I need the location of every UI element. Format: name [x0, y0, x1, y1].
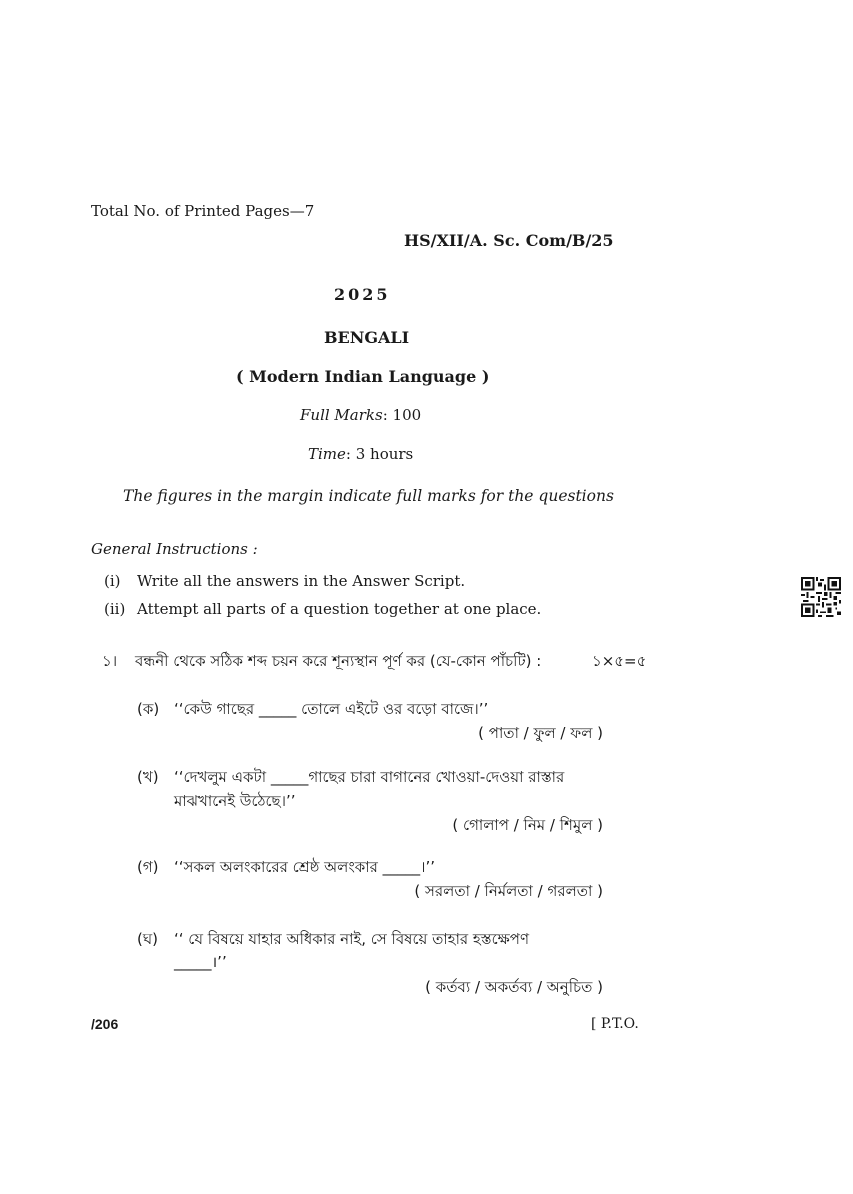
instruction-number: (ii) — [104, 600, 126, 618]
exam-time — [308, 445, 413, 463]
sub-question-text: ‘‘সকল অলংকারের শ্রেষ্ঠ অলংকার _____।’’ — [174, 858, 436, 876]
question-1 — [102, 650, 541, 675]
subject-title: BENGALI — [324, 328, 410, 347]
sub-question-text: ‘‘ যে বিষয়ে যাহার অধিকার নাই, সে বিষয়ে তাহার হস্তক্ষেপণ — [174, 930, 530, 948]
margin-note: The figures in the margin indicate full marks for the questions — [123, 487, 614, 505]
sub-question-label: (ক) — [137, 700, 160, 718]
answer-options: ( গোলাপ / নিম / শিমুল ) — [452, 816, 603, 834]
instruction-number: (i) — [104, 572, 121, 590]
question-marks: ১×৫=৫ — [592, 652, 647, 670]
sub-question-text: _____।’’ — [174, 953, 227, 971]
sub-question-label: (গ) — [137, 858, 159, 876]
answer-options: ( কর্তব্য / অকর্তব্য / অনুচিত ) — [425, 978, 603, 996]
paper-code: HS/XII/A. Sc. Com/B/25 — [404, 231, 614, 250]
question-text: বন্ধনী থেকে সঠিক শব্দ চয়ন করে শূন্যস্থান পূর্ণ কর (যে-কোন পাঁচটি) : — [135, 652, 542, 670]
instruction-text: Write all the answers in the Answer Script. — [137, 572, 466, 590]
instruction-text: Attempt all parts of a question together at one place. — [137, 600, 542, 618]
question-number: ১। — [102, 652, 118, 670]
sub-question-label: (ঘ) — [137, 930, 158, 948]
sub-question-text: ‘‘কেউ গাছের _____ তোলে এইটে ওর বড়ো বাজে।’’ — [174, 700, 489, 718]
please-turn-over: [ P.T.O. — [591, 1016, 639, 1032]
printed-pages-count: Total No. of Printed Pages—7 — [91, 202, 315, 220]
instruction-item — [104, 600, 541, 618]
page-code: /206 — [91, 1016, 119, 1032]
qr-code — [801, 577, 841, 617]
full-marks-value: : 100 — [382, 406, 422, 424]
answer-options: ( সরলতা / নির্মলতা / গরলতা ) — [414, 882, 603, 900]
subject-subtitle: ( Modern Indian Language ) — [236, 367, 490, 386]
general-instructions-title: General Instructions : — [91, 540, 258, 558]
full-marks-label: Full Marks — [300, 406, 383, 424]
sub-question-label: (খ) — [137, 768, 159, 786]
time-value: : 3 hours — [345, 445, 414, 463]
full-marks — [300, 406, 421, 424]
exam-year: 2025 — [334, 285, 391, 304]
time-label: Time — [308, 445, 346, 463]
answer-options: ( পাতা / ফুল / ফল ) — [478, 724, 603, 742]
instruction-item — [104, 572, 465, 590]
sub-question-text: ‘‘দেখলুম একটা _____গাছের চারা বাগানের খোওয়া-দেওয়া রাস্তার — [174, 768, 565, 786]
sub-question-text: মাঝখানেই উঠেছে।’’ — [174, 792, 296, 810]
